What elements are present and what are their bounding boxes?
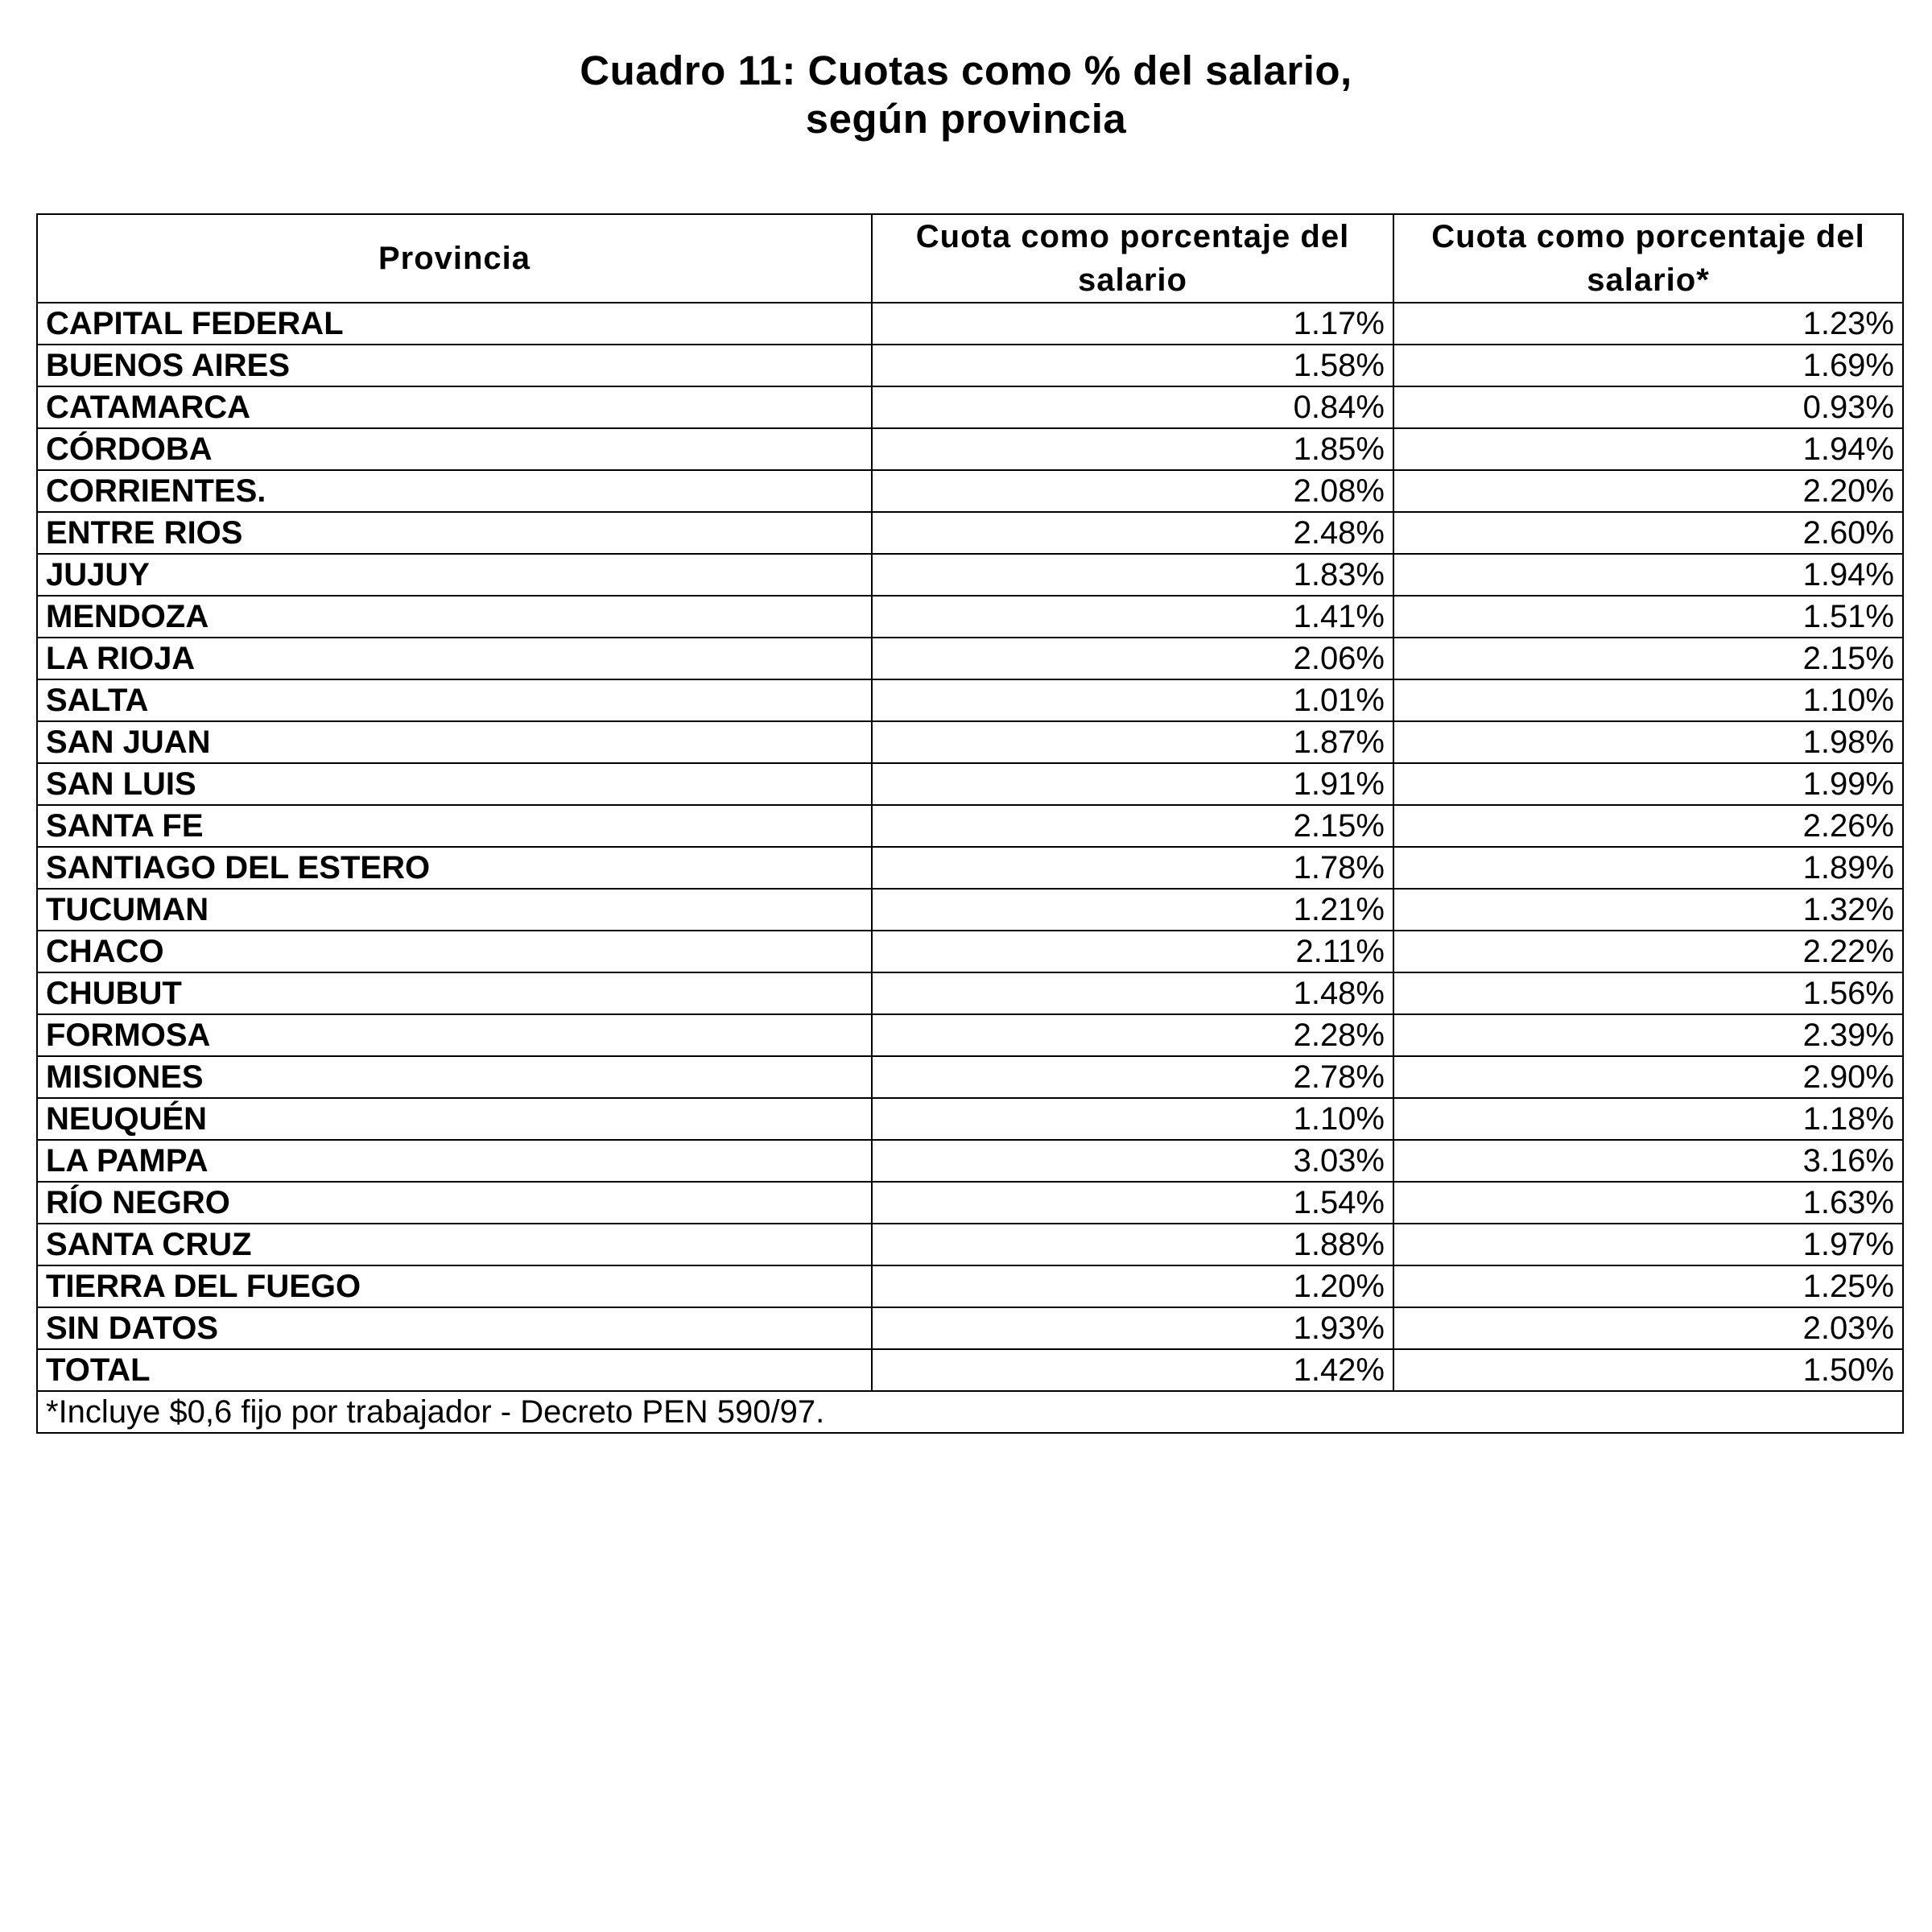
cuota-fija-cell: 1.25% [1393, 1265, 1903, 1307]
provincia-cell: NEUQUÉN [37, 1098, 872, 1140]
table-row [37, 345, 1903, 386]
cuota-fija-cell: 1.94% [1393, 554, 1903, 596]
cuota-fija-cell: 2.20% [1393, 470, 1903, 512]
title-line-1: Cuadro 11: Cuotas como % del salario, [580, 47, 1352, 93]
cuota-cell: 1.20% [872, 1265, 1393, 1307]
page-title [0, 47, 1932, 143]
cuota-fija-cell: 1.89% [1393, 847, 1903, 889]
provincia-cell: CHUBUT [37, 972, 872, 1014]
provincia-cell: TIERRA DEL FUEGO [37, 1265, 872, 1307]
provincia-cell: ENTRE RIOS [37, 512, 872, 554]
cuota-fija-cell: 2.90% [1393, 1056, 1903, 1098]
table-row [37, 512, 1903, 554]
cuota-fija-cell: 1.51% [1393, 596, 1903, 638]
cuota-cell: 1.21% [872, 889, 1393, 931]
cuota-fija-cell: 1.63% [1393, 1182, 1903, 1224]
cuota-cell: 1.41% [872, 596, 1393, 638]
cuota-fija-cell: 2.22% [1393, 931, 1903, 972]
table-row [37, 1307, 1903, 1349]
cuota-fija-cell: 2.15% [1393, 638, 1903, 679]
provincia-cell: CATAMARCA [37, 386, 872, 428]
cuota-cell: 1.01% [872, 679, 1393, 721]
cuota-fija-cell: 2.03% [1393, 1307, 1903, 1349]
footnote: *Incluye $0,6 fijo por trabajador - Decreto PEN 590/97. [37, 1391, 1903, 1433]
cuota-fija-cell: 1.50% [1393, 1349, 1903, 1391]
provincia-cell: LA PAMPA [37, 1140, 872, 1182]
table-row [37, 1182, 1903, 1224]
provincia-cell: JUJUY [37, 554, 872, 596]
cuota-cell: 2.28% [872, 1014, 1393, 1056]
table-row [37, 554, 1903, 596]
cuota-cell: 1.87% [872, 721, 1393, 763]
cuota-fija-cell: 2.26% [1393, 805, 1903, 847]
table-row [37, 1056, 1903, 1098]
cuota-cell: 1.78% [872, 847, 1393, 889]
cuota-fija-cell: 3.16% [1393, 1140, 1903, 1182]
table-row [37, 1014, 1903, 1056]
provincia-cell: SAN JUAN [37, 721, 872, 763]
provincia-cell: TUCUMAN [37, 889, 872, 931]
table-row [37, 679, 1903, 721]
cuota-fija-cell: 1.10% [1393, 679, 1903, 721]
table-row [37, 386, 1903, 428]
cuota-fija-cell: 1.69% [1393, 345, 1903, 386]
cuota-fija-cell: 1.99% [1393, 763, 1903, 805]
header-cuota-fija: Cuota como porcentaje del salario* [1393, 214, 1903, 303]
table-row [37, 972, 1903, 1014]
cuota-cell: 1.48% [872, 972, 1393, 1014]
header-cuota: Cuota como porcentaje del salario [872, 214, 1393, 303]
provincia-cell: SALTA [37, 679, 872, 721]
table-row [37, 1265, 1903, 1307]
cuota-cell: 2.11% [872, 931, 1393, 972]
cuota-fija-cell: 0.93% [1393, 386, 1903, 428]
cuota-cell: 2.15% [872, 805, 1393, 847]
table-row [37, 931, 1903, 972]
cuota-fija-cell: 1.32% [1393, 889, 1903, 931]
title-line-2: según provincia [805, 96, 1127, 142]
provincia-cell: LA RIOJA [37, 638, 872, 679]
provincia-cell: SANTA CRUZ [37, 1224, 872, 1265]
cuota-cell: 1.83% [872, 554, 1393, 596]
table-row [37, 596, 1903, 638]
cuota-cell: 2.06% [872, 638, 1393, 679]
table-row [37, 1140, 1903, 1182]
table-row [37, 763, 1903, 805]
provincia-cell: FORMOSA [37, 1014, 872, 1056]
table-row [37, 1098, 1903, 1140]
cuota-cell: 1.85% [872, 428, 1393, 470]
cuota-cell: 1.91% [872, 763, 1393, 805]
table-row [37, 847, 1903, 889]
cuota-fija-cell: 1.23% [1393, 303, 1903, 345]
cuota-fija-cell: 1.97% [1393, 1224, 1903, 1265]
cuota-fija-cell: 2.60% [1393, 512, 1903, 554]
cuota-fija-cell: 2.39% [1393, 1014, 1903, 1056]
cuota-fija-cell: 1.94% [1393, 428, 1903, 470]
provincia-cell: MISIONES [37, 1056, 872, 1098]
header-provincia: Provincia [37, 214, 872, 303]
table-row [37, 470, 1903, 512]
table-row [37, 1224, 1903, 1265]
provincia-cell: SANTA FE [37, 805, 872, 847]
cuota-cell: 0.84% [872, 386, 1393, 428]
provincia-cell: CÓRDOBA [37, 428, 872, 470]
table-row [37, 303, 1903, 345]
provincia-cell: TOTAL [37, 1349, 872, 1391]
provincia-cell: SANTIAGO DEL ESTERO [37, 847, 872, 889]
table-body [37, 303, 1903, 1433]
cuota-cell: 1.10% [872, 1098, 1393, 1140]
provincia-cell: CHACO [37, 931, 872, 972]
table-row [37, 1349, 1903, 1391]
cuota-cell: 2.78% [872, 1056, 1393, 1098]
cuota-cell: 2.08% [872, 470, 1393, 512]
cuota-cell: 1.58% [872, 345, 1393, 386]
footnote-row [37, 1391, 1903, 1433]
table-row [37, 638, 1903, 679]
cuota-fija-cell: 1.18% [1393, 1098, 1903, 1140]
table-row [37, 889, 1903, 931]
cuota-cell: 1.88% [872, 1224, 1393, 1265]
table-row [37, 805, 1903, 847]
cuota-cell: 3.03% [872, 1140, 1393, 1182]
cuota-cell: 1.93% [872, 1307, 1393, 1349]
cuota-cell: 1.42% [872, 1349, 1393, 1391]
provincia-cell: CORRIENTES. [37, 470, 872, 512]
table-row [37, 428, 1903, 470]
provincia-cell: SAN LUIS [37, 763, 872, 805]
cuota-cell: 1.54% [872, 1182, 1393, 1224]
cuota-fija-cell: 1.98% [1393, 721, 1903, 763]
table-row [37, 721, 1903, 763]
header-row [37, 214, 1903, 303]
provincia-cell: RÍO NEGRO [37, 1182, 872, 1224]
cuota-cell: 1.17% [872, 303, 1393, 345]
provincia-cell: SIN DATOS [37, 1307, 872, 1349]
provincia-cell: CAPITAL FEDERAL [37, 303, 872, 345]
provincia-cell: MENDOZA [37, 596, 872, 638]
cuotas-table [36, 213, 1904, 1434]
table-header [37, 214, 1903, 303]
cuota-cell: 2.48% [872, 512, 1393, 554]
cuota-fija-cell: 1.56% [1393, 972, 1903, 1014]
provincia-cell: BUENOS AIRES [37, 345, 872, 386]
